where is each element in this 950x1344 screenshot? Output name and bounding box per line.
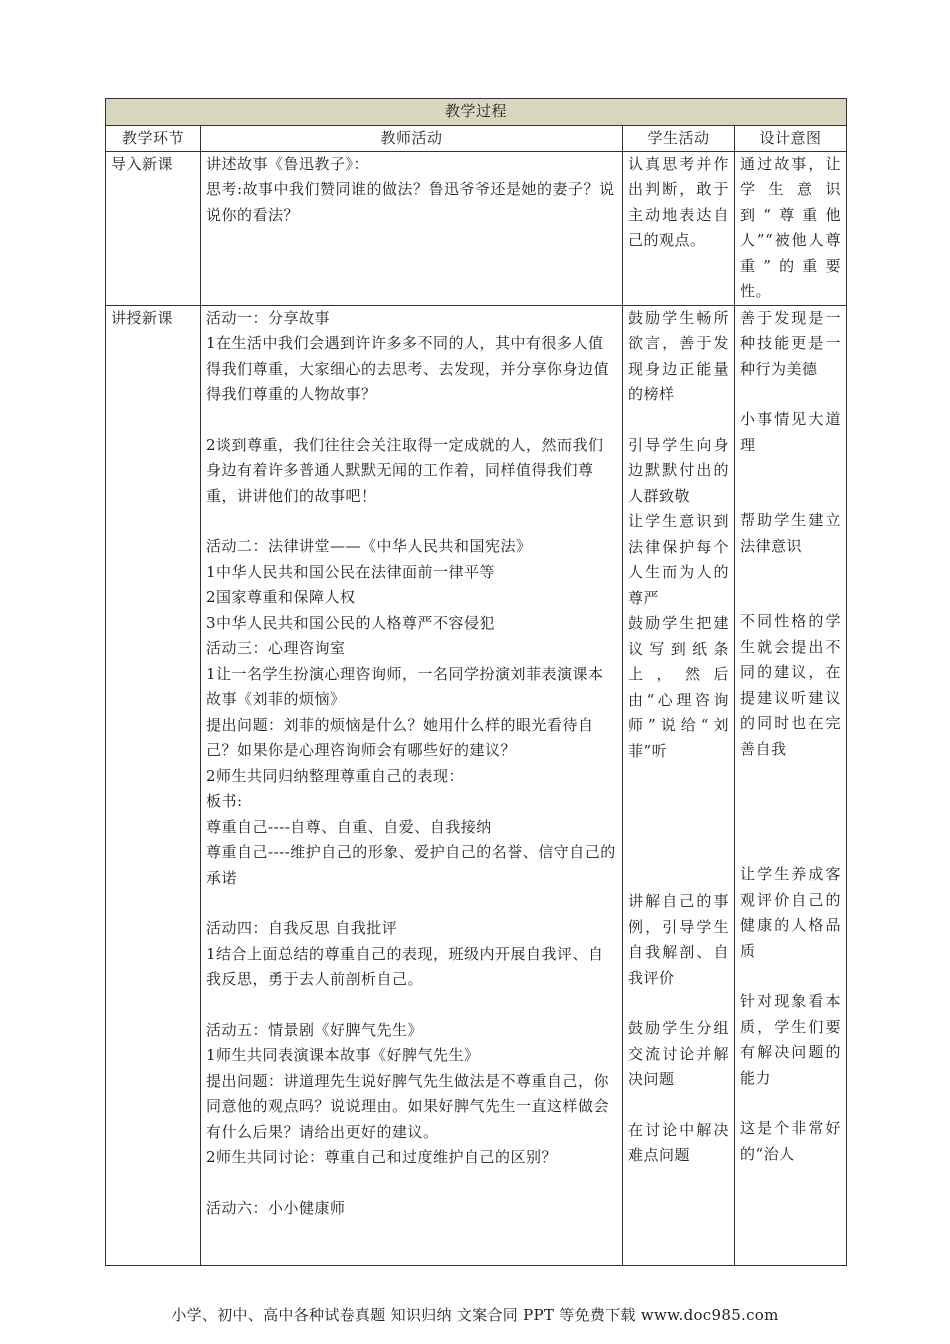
intent-text: 不同性格的学生就会提出不同的建议，在提建议听建议的同时也在完善自我 bbox=[740, 612, 842, 758]
spacer bbox=[740, 837, 841, 862]
teaching-process-table bbox=[105, 98, 847, 1266]
page-footer: 小学、初中、高中各种试卷真题 知识归纳 文案合同 PPT 等免费下载 www.doc985.com bbox=[171, 1306, 779, 1324]
student-cell bbox=[623, 305, 735, 1265]
teacher-text: 提出问题：刘菲的烦恼是什么？她用什么样的眼光看待自己？如果你是心理咨询师会有哪些好的建议？ bbox=[206, 715, 594, 759]
spacer bbox=[628, 408, 729, 433]
spacer bbox=[740, 458, 841, 483]
table-title: 教学过程 bbox=[106, 99, 847, 126]
spacer bbox=[206, 993, 617, 1018]
spacer bbox=[628, 764, 729, 789]
spacer bbox=[206, 408, 617, 433]
spacer bbox=[740, 483, 841, 508]
teacher-text: 尊重自己----维护自己的形象、爱护自己的名誉、信守自己的承诺 bbox=[206, 843, 616, 887]
intent-cell: 通过故事，让学生意识到“尊重他人”“被他人尊重”的重要性。 bbox=[735, 151, 847, 305]
column-header-teacher: 教师活动 bbox=[201, 125, 623, 151]
spacer bbox=[206, 891, 617, 916]
teacher-text: 1中华人民共和国公民在法律面前一律平等 bbox=[206, 562, 496, 581]
table-row bbox=[106, 151, 847, 305]
teacher-text: 3中华人民共和国公民的人格尊严不容侵犯 bbox=[206, 613, 496, 632]
teacher-text: 尊重自己----自尊、自重、自爱、自我接纳 bbox=[206, 817, 492, 836]
column-header-student: 学生活动 bbox=[623, 125, 735, 151]
spacer bbox=[740, 1091, 841, 1116]
teacher-cell bbox=[201, 151, 623, 305]
student-text: 让学生意识到法律保护每个人生而为人的尊严 bbox=[628, 512, 729, 607]
teacher-text: 思考:故事中我们赞同谁的做法？鲁迅爷爷还是她的妻子？说说你的看法？ bbox=[206, 180, 615, 224]
teacher-text: 2国家尊重和保障人权 bbox=[206, 588, 356, 606]
teacher-text: 1让一名学生扮演心理咨询师，一名同学扮演刘菲表演课本故事《刘菲的烦恼》 bbox=[206, 664, 604, 708]
teacher-text: 1结合上面总结的尊重自己的表现，班级内开展自我评、自我反思，勇于去人前剖析自己。 bbox=[206, 944, 604, 988]
spacer bbox=[740, 787, 841, 812]
activity-title: 活动六：小小健康师 bbox=[206, 1198, 346, 1217]
spacer bbox=[628, 839, 729, 864]
stage-cell: 导入新课 bbox=[106, 151, 201, 305]
spacer bbox=[740, 584, 841, 609]
spacer bbox=[740, 559, 841, 584]
column-header-stage: 教学环节 bbox=[106, 125, 201, 151]
intent-text: 让学生养成客观评价自己的健康的人格品质 bbox=[740, 865, 842, 960]
spacer bbox=[628, 991, 729, 1016]
spacer bbox=[740, 762, 841, 787]
student-text: 在讨论中解决难点问题 bbox=[628, 1120, 729, 1164]
spacer bbox=[740, 382, 841, 407]
teacher-text: 讲述故事《鲁迅教子》： bbox=[206, 154, 370, 173]
teacher-text: 2谈到尊重，我们往往会关注取得一定成就的人，然而我们身边有着许多普通人默默无闻的工作着，同样值得我们尊重，讲讲他们的故事吧！ bbox=[206, 435, 604, 505]
spacer bbox=[206, 509, 617, 534]
table-row bbox=[106, 305, 847, 1265]
intent-text: 小事情见大道理 bbox=[740, 410, 842, 454]
student-cell: 认真思考并作出判断，敢于主动地表达自己的观点。 bbox=[623, 151, 735, 305]
header-row bbox=[106, 125, 847, 151]
activity-title: 活动一：分享故事 bbox=[206, 308, 331, 327]
student-text: 引导学生向身边默默付出的人群致敬 bbox=[628, 435, 729, 505]
intent-text: 这是个非常好的“治人 bbox=[740, 1119, 842, 1163]
teacher-text: 1在生活中我们会遇到许许多多不同的人，其中有很多人值得我们尊重，大家细心的去思考、去发现，并分享你身边值得我们尊重的人物故事？ bbox=[206, 334, 610, 403]
intent-cell bbox=[735, 305, 847, 1265]
activity-title: 活动四：自我反思 自我批评 bbox=[206, 919, 398, 937]
intent-text: 善于发现是一种技能更是一种行为美德 bbox=[740, 308, 842, 378]
stage-cell: 讲授新课 bbox=[106, 305, 201, 1265]
spacer bbox=[628, 814, 729, 839]
teacher-text: 1师生共同表演课本故事《好脾气先生》 bbox=[206, 1046, 480, 1064]
spacer bbox=[206, 1171, 617, 1196]
teacher-text: 2师生共同讨论：尊重自己和过度维护自己的区别？ bbox=[206, 1148, 558, 1166]
student-text: 鼓励学生分组交流讨论并解决问题 bbox=[628, 1019, 729, 1088]
spacer bbox=[628, 789, 729, 814]
student-text: 鼓励学生畅所欲言，善于发现身边正能量的榜样 bbox=[628, 308, 729, 403]
intent-text: 针对现象看本质，学生们要有解决问题的能力 bbox=[740, 992, 842, 1087]
student-text: 讲解自己的事例，引导学生自我解剖、自我评价 bbox=[628, 892, 729, 987]
teacher-text: 2师生共同归纳整理尊重自己的表现： bbox=[206, 766, 465, 785]
teacher-cell bbox=[201, 305, 623, 1265]
column-header-intent: 设计意图 bbox=[735, 125, 847, 151]
activity-title: 活动二：法律讲堂——《中华人民共和国宪法》 bbox=[206, 537, 532, 555]
intent-text: 帮助学生建立法律意识 bbox=[740, 511, 842, 555]
spacer bbox=[740, 964, 841, 989]
spacer bbox=[740, 812, 841, 837]
spacer bbox=[628, 1093, 729, 1118]
activity-title: 活动三：心理咨询室 bbox=[206, 639, 346, 657]
teacher-text: 提出问题：讲道理先生说好脾气先生做法是不尊重自己，你同意他的观点吗？说说理由。如果好脾气先生一直这样做会有什么后果？请给出更好的建议。 bbox=[206, 1071, 610, 1141]
spacer bbox=[628, 864, 729, 889]
student-text: 鼓励学生把建议写到纸条上，然后由“心理咨询师”说给“刘菲”听 bbox=[628, 614, 729, 760]
activity-title: 活动五：情景剧《好脾气先生》 bbox=[206, 1020, 424, 1039]
teacher-text: 板书: bbox=[206, 792, 243, 810]
